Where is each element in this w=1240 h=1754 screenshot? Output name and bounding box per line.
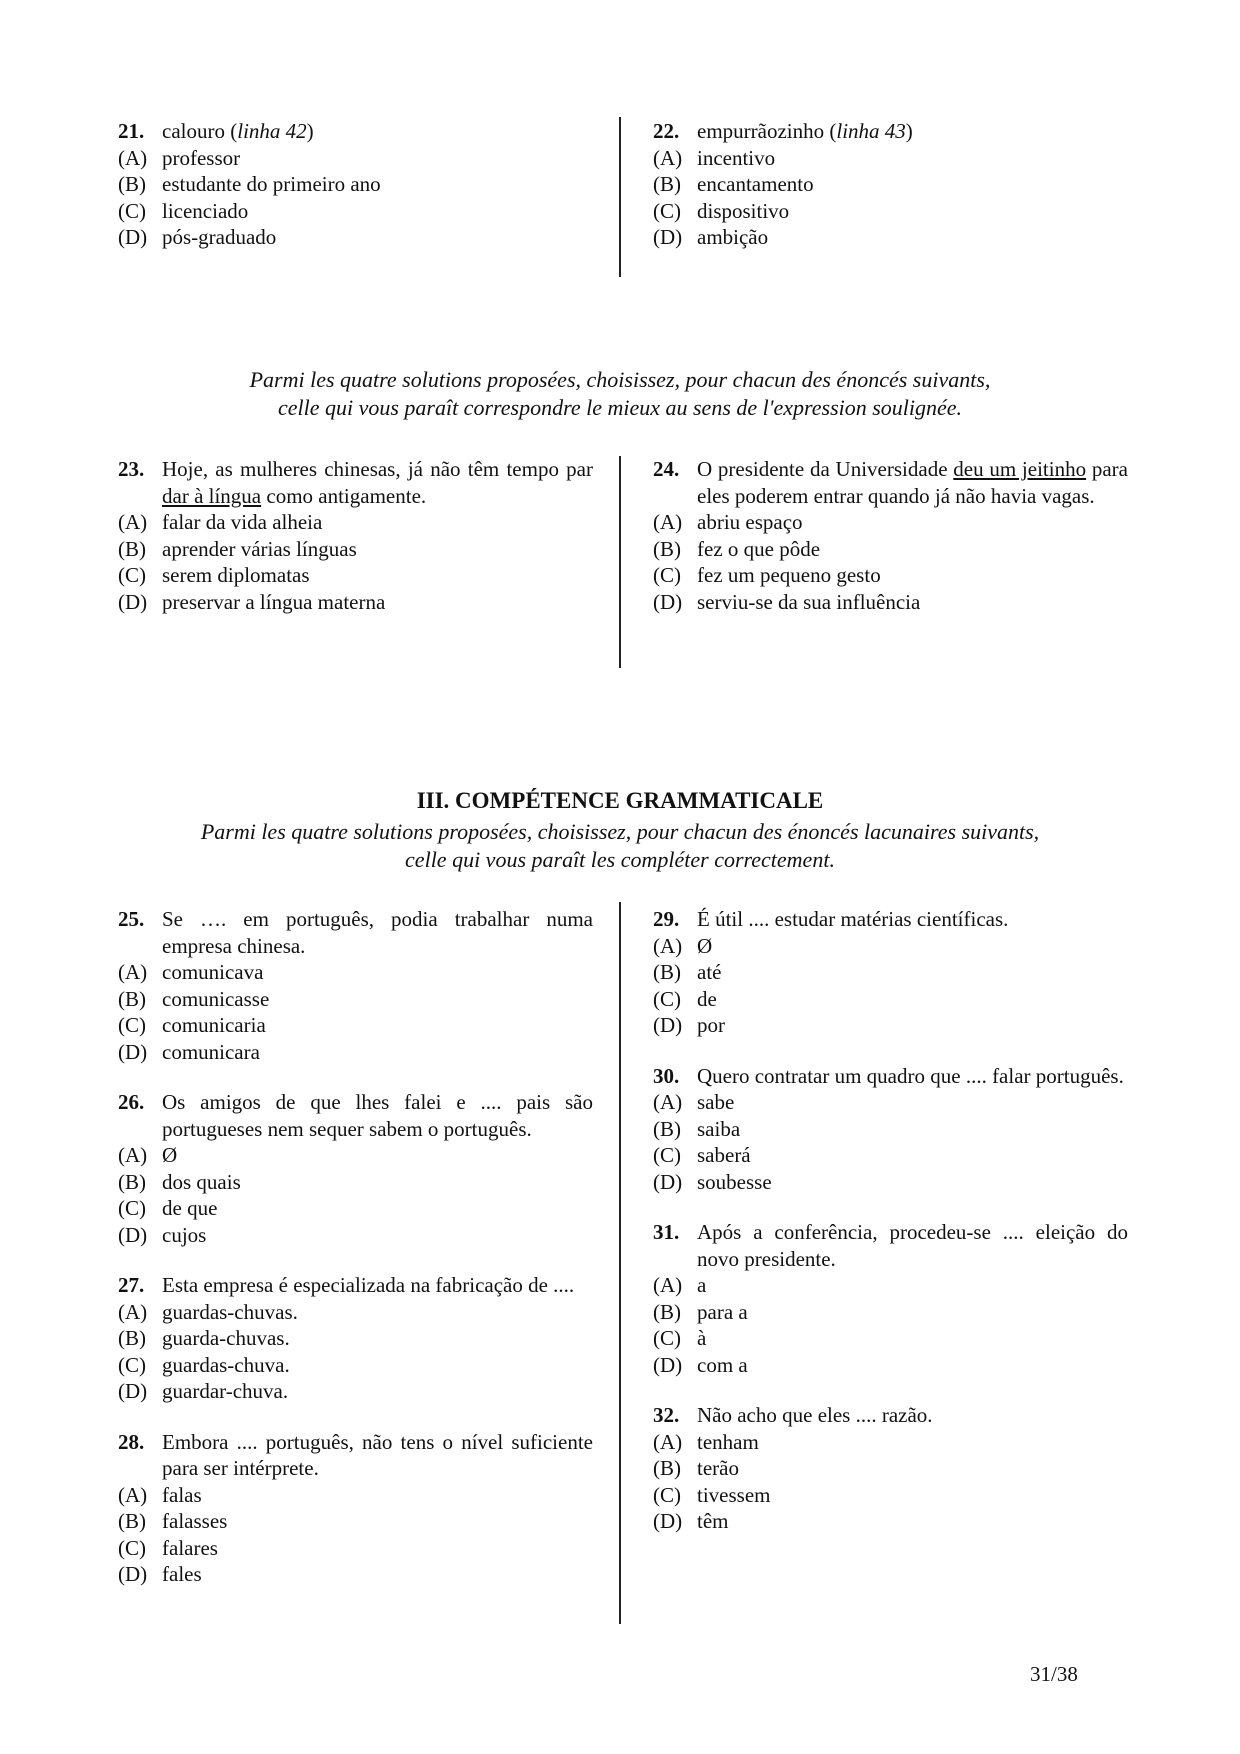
question-stem: empurrãozinho (linha 43) — [697, 119, 913, 143]
question-number: 22. — [653, 119, 680, 143]
option-b[interactable]: (B) para a — [653, 1299, 748, 1324]
option-d[interactable]: (D) guardar-chuva. — [118, 1379, 289, 1403]
option-a[interactable]: (A) comunicava — [118, 960, 264, 984]
option-a[interactable]: (A) professor — [118, 145, 241, 170]
option-d[interactable]: (D) preservar a língua materna — [118, 589, 386, 614]
option-b[interactable]: (B) encantamento — [653, 172, 814, 196]
option-d[interactable]: (D) pós-graduado — [118, 225, 277, 249]
underlined-expression: dar à língua — [162, 483, 262, 508]
option-c[interactable]: (C) fez um pequeno gesto — [653, 563, 881, 587]
question-stem: Hoje, as mulheres chinesas, já não têm tempo par dar à língua como antigamente. — [162, 457, 593, 508]
question-22 — [653, 118, 1128, 251]
option-a[interactable]: (A) falas — [118, 1482, 202, 1507]
option-a[interactable]: (A) falar da vida alheia — [118, 510, 323, 534]
question-number: 27. — [118, 1273, 145, 1297]
option-c[interactable]: (C) saberá — [653, 1143, 751, 1167]
option-d[interactable]: (D) cujos — [118, 1222, 207, 1247]
option-b[interactable]: (B) saiba — [653, 1116, 741, 1141]
option-a[interactable]: (A) sabe — [653, 1090, 735, 1114]
option-b[interactable]: (B) comunicasse — [118, 986, 270, 1011]
option-c[interactable]: (C) tivessem — [653, 1482, 771, 1507]
option-b[interactable]: (B) falasses — [118, 1509, 228, 1533]
column-divider — [619, 456, 621, 668]
question-stem: Após a conferência, procedeu-se .... eleição do novo presidente. — [697, 1220, 1128, 1271]
column-divider — [619, 117, 621, 277]
option-c[interactable]: (C) falares — [118, 1535, 218, 1560]
question-24 — [653, 456, 1128, 615]
option-d[interactable]: (D) fales — [118, 1562, 202, 1586]
option-d[interactable]: (D) serviu-se da sua influência — [653, 589, 921, 614]
option-a[interactable]: (A) incentivo — [653, 145, 776, 170]
section-heading: III. COMPÉTENCE GRAMMATICALE — [416, 788, 824, 813]
option-c[interactable]: (C) guardas-chuva. — [118, 1352, 290, 1377]
option-b[interactable]: (B) fez o que pôde — [653, 536, 821, 561]
question-number: 32. — [653, 1403, 680, 1427]
question-25 — [118, 906, 593, 1065]
grammar-right-column — [653, 906, 1128, 1535]
option-a[interactable]: (A) Ø — [118, 1143, 178, 1167]
option-c[interactable]: (C) serem diplomatas — [118, 563, 310, 587]
question-stem: Quero contratar um quadro que .... falar português. — [697, 1063, 1124, 1088]
question-number: 31. — [653, 1220, 680, 1244]
question-number: 21. — [118, 119, 145, 143]
option-a[interactable]: (A) guardas-chuvas. — [118, 1299, 298, 1324]
question-27 — [118, 1272, 593, 1405]
question-stem: calouro (linha 42) — [162, 119, 314, 143]
question-number: 26. — [118, 1090, 145, 1114]
question-stem: Os amigos de que lhes falei e .... pais são portugueses nem sequer sabem o português. — [162, 1090, 593, 1141]
option-c[interactable]: (C) de — [653, 986, 717, 1011]
instruction-underlined: Parmi les quatre solutions proposées, choisissez, pour chacun des énoncés suivants, celle qui vous paraît correspondre le mieux au sens de l'expression soulignée. — [249, 367, 991, 420]
option-d[interactable]: (D) por — [653, 1013, 725, 1037]
column-divider — [619, 902, 621, 1624]
question-number: 29. — [653, 907, 680, 931]
question-21 — [118, 118, 593, 251]
option-a[interactable]: (A) abriu espaço — [653, 510, 803, 534]
question-stem: Não acho que eles .... razão. — [697, 1403, 933, 1427]
page-number: 31/38 — [1030, 1662, 1078, 1686]
option-d[interactable]: (D) comunicara — [118, 1039, 260, 1064]
option-d[interactable]: (D) têm — [653, 1509, 729, 1533]
question-29 — [653, 906, 1128, 1039]
question-stem: Se …. em português, podia trabalhar numa empresa chinesa. — [162, 907, 593, 958]
question-number: 28. — [118, 1429, 145, 1454]
question-31 — [653, 1219, 1128, 1378]
question-number: 23. — [118, 457, 145, 481]
question-26 — [118, 1089, 593, 1248]
option-c[interactable]: (C) licenciado — [118, 198, 249, 223]
question-32 — [653, 1402, 1128, 1535]
option-d[interactable]: (D) com a — [653, 1352, 748, 1377]
option-a[interactable]: (A) a — [653, 1273, 707, 1297]
option-b[interactable]: (B) guarda-chuvas. — [118, 1326, 290, 1350]
question-stem: Embora .... português, não tens o nível suficiente para ser intérprete. — [162, 1429, 593, 1480]
option-b[interactable]: (B) terão — [653, 1456, 739, 1480]
question-number: 30. — [653, 1063, 680, 1088]
option-c[interactable]: (C) dispositivo — [653, 198, 790, 223]
question-28 — [118, 1429, 593, 1588]
option-d[interactable]: (D) ambição — [653, 225, 769, 249]
instruction-grammar: Parmi les quatre solutions proposées, choisissez, pour chacun des énoncés lacunaires suivants, celle qui vous paraît les compléter correctement. — [200, 819, 1040, 872]
question-stem: O presidente da Universidade deu um jeitinho para eles poderem entrar quando já não havia vagas. — [697, 457, 1128, 508]
option-c[interactable]: (C) de que — [118, 1196, 218, 1220]
option-d[interactable]: (D) soubesse — [653, 1169, 772, 1194]
grammar-left-column — [118, 906, 593, 1588]
option-b[interactable]: (B) aprender várias línguas — [118, 536, 357, 561]
option-a[interactable]: (A) Ø — [653, 933, 713, 958]
option-a[interactable]: (A) tenham — [653, 1429, 759, 1454]
question-stem: Esta empresa é especializada na fabricação de .... — [162, 1273, 575, 1297]
question-number: 25. — [118, 907, 145, 931]
question-23 — [118, 456, 593, 615]
option-b[interactable]: (B) dos quais — [118, 1169, 241, 1194]
option-b[interactable]: (B) até — [653, 960, 722, 984]
question-30 — [653, 1063, 1128, 1196]
option-c[interactable]: (C) à — [653, 1326, 707, 1350]
underlined-expression: deu um jeitinho — [953, 457, 1087, 481]
question-number: 24. — [653, 457, 680, 481]
option-c[interactable]: (C) comunicaria — [118, 1013, 266, 1037]
option-b[interactable]: (B) estudante do primeiro ano — [118, 172, 381, 196]
question-stem: É útil .... estudar matérias científicas. — [697, 907, 1009, 931]
